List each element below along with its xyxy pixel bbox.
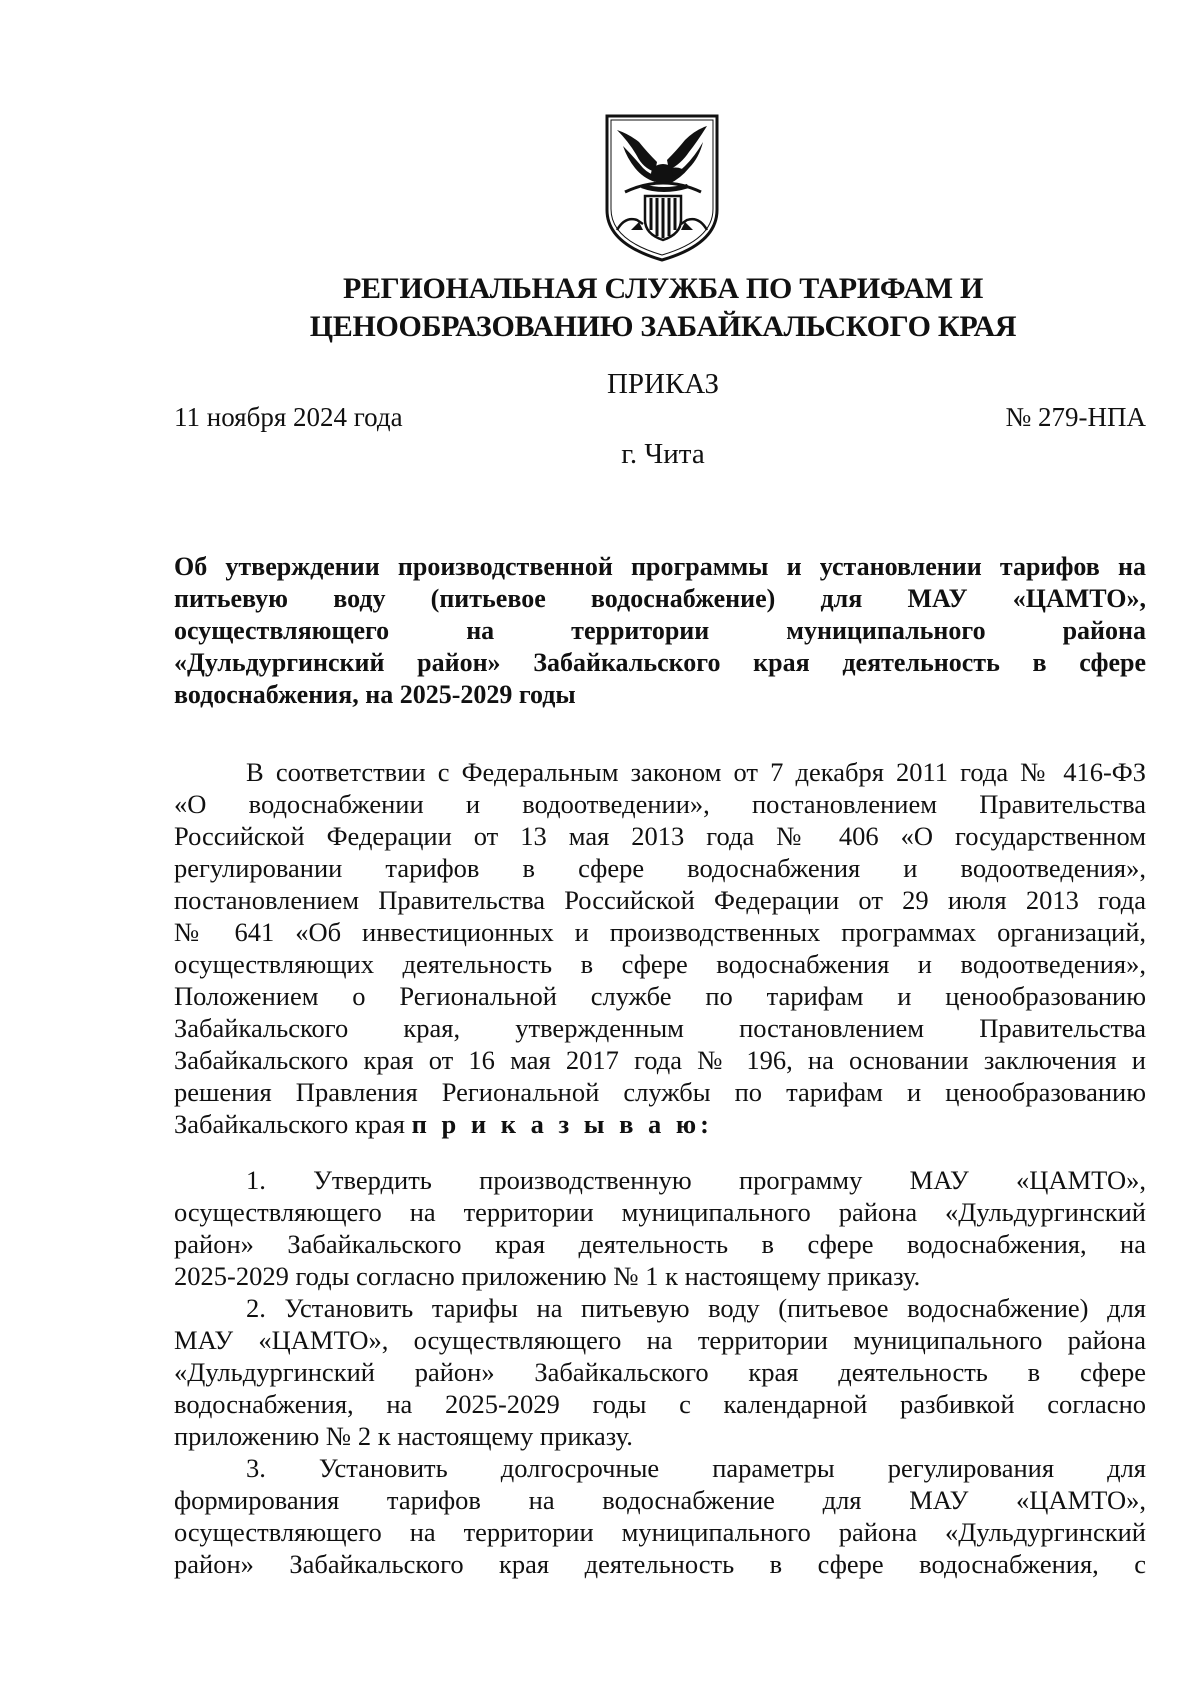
item-line: осуществляющего на территории муниципального района «Дульдургинский — [174, 1197, 1146, 1227]
item-line: 1. Утвердить производственную программу МАУ «ЦАМТО», — [246, 1165, 1146, 1195]
org-line-2: ЦЕНООБРАЗОВАНИЮ ЗАБАЙКАЛЬСКОГО КРАЯ — [309, 310, 1017, 343]
item-line: 3. Установить долгосрочные параметры регулирования для — [246, 1453, 1146, 1483]
preamble-line: В соответствии с Федеральным законом от 7 декабря 2011 года № 416-ФЗ — [246, 757, 1146, 787]
preamble-line: решения Правления Региональной службы по тарифам и ценообразованию — [174, 1077, 1146, 1107]
title-line: осуществляющего на территории муниципального района — [174, 616, 1146, 645]
item-line: 2025-2029 годы согласно приложению № 1 к настоящему приказу. — [174, 1261, 921, 1291]
item-line: приложению № 2 к настоящему приказу. — [174, 1421, 633, 1451]
document-number: № 279-НПА — [1005, 402, 1146, 432]
item-line: формирования тарифов на водоснабжение для МАУ «ЦАМТО», — [174, 1485, 1146, 1515]
preamble-last-line — [174, 1108, 1146, 1140]
preamble-line: № 641 «Об инвестиционных и производственных программах организаций, — [174, 917, 1146, 947]
title-line: водоснабжения, на 2025-2029 годы — [174, 680, 576, 709]
org-line-1: РЕГИОНАЛЬНАЯ СЛУЖБА ПО ТАРИФАМ И — [342, 272, 984, 305]
preamble-line: «О водоснабжении и водоотведении», постановлением Правительства — [174, 789, 1146, 819]
order-items — [174, 1164, 1146, 1580]
item-line: осуществляющего на территории муниципального района «Дульдургинский — [174, 1517, 1146, 1547]
document-date: 11 ноября 2024 года — [174, 402, 403, 432]
title-line: Об утверждении производственной программы и установлении тарифов на — [174, 552, 1146, 581]
document-title — [174, 551, 1146, 711]
item-line: водоснабжения, на 2025-2029 годы с календарной разбивкой согласно — [174, 1389, 1146, 1419]
item-line: «Дульдургинский район» Забайкальского края деятельность в сфере — [174, 1357, 1146, 1387]
title-line: питьевую воду (питьевое водоснабжение) для МАУ «ЦАМТО», — [174, 584, 1146, 613]
preamble-line: Забайкальского края от 16 мая 2017 года № 196, на основании заключения и — [174, 1045, 1146, 1075]
preamble-line: Российской Федерации от 13 мая 2013 года № 406 «О государственном — [174, 821, 1146, 851]
title-line: «Дульдургинский район» Забайкальского края деятельность в сфере — [174, 648, 1146, 677]
preamble-line: Забайкальского края, утвержденным постановлением Правительства — [174, 1013, 1146, 1043]
preamble-last-text: Забайкальского края — [174, 1109, 405, 1139]
item-line: МАУ «ЦАМТО», осуществляющего на территории муниципального района — [174, 1325, 1146, 1355]
item-line: район» Забайкальского края деятельность в сфере водоснабжения, с — [174, 1549, 1146, 1579]
coat-of-arms-icon — [603, 112, 721, 262]
organization-name — [150, 270, 1176, 346]
document-type: ПРИКАЗ — [606, 368, 720, 400]
order-word: п р и к а з ы в а ю: — [411, 1109, 713, 1139]
preamble-line: регулировании тарифов в сфере водоснабжения и водоотведения», — [174, 853, 1146, 883]
item-line: 2. Установить тарифы на питьевую воду (питьевое водоснабжение) для — [246, 1293, 1146, 1323]
document-city: г. Чита — [621, 438, 705, 470]
preamble-paragraph — [174, 756, 1146, 1140]
preamble-line: постановлением Правительства Российской Федерации от 29 июля 2013 года — [174, 885, 1146, 915]
preamble-line: Положением о Региональной службе по тарифам и ценообразованию — [174, 981, 1146, 1011]
item-line: район» Забайкальского края деятельность в сфере водоснабжения, на — [174, 1229, 1146, 1259]
preamble-line: осуществляющих деятельность в сфере водоснабжения и водоотведения», — [174, 949, 1146, 979]
